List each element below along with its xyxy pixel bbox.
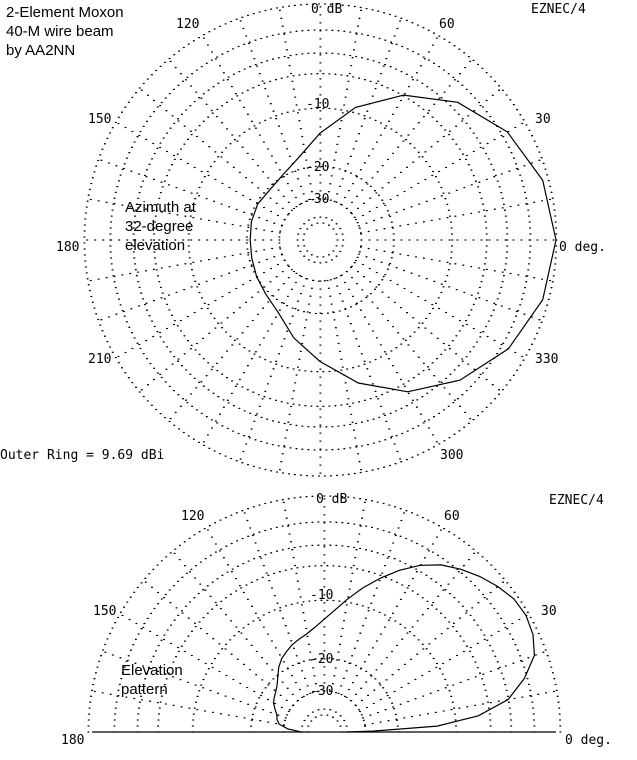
grid-spoke xyxy=(204,276,301,442)
el-angle-label-0: 0 deg. xyxy=(565,733,612,748)
grid-spoke xyxy=(141,266,289,389)
az-angle-label-300: 300 xyxy=(440,448,464,463)
az-ring-label-10: -10 xyxy=(306,97,330,112)
plot-title-line-3: by AA2NN xyxy=(6,42,76,59)
outer-ring-label: Outer Ring = 9.69 dBi xyxy=(0,448,165,463)
grid-spoke xyxy=(352,266,500,389)
grid-spoke xyxy=(341,38,438,204)
grid-spoke xyxy=(341,276,438,442)
grid-ring xyxy=(247,166,395,313)
grid-spoke xyxy=(356,124,523,220)
grid-ring xyxy=(301,709,348,732)
grid-spoke xyxy=(346,61,470,208)
el-ring-label-30: -30 xyxy=(310,684,334,699)
grid-spoke xyxy=(334,21,400,201)
az-angle-label-210: 210 xyxy=(88,352,112,367)
grid-spoke xyxy=(360,616,527,712)
el-angle-label-60: 60 xyxy=(444,509,460,524)
grid-spoke xyxy=(174,553,298,700)
az-angle-label-330: 330 xyxy=(535,352,559,367)
el-title-line-2: pattern xyxy=(121,681,168,698)
grid-spoke xyxy=(361,200,551,233)
grid-spoke xyxy=(334,279,400,459)
grid-spoke xyxy=(356,261,523,357)
grid-spoke xyxy=(320,281,321,473)
grid-spoke xyxy=(240,21,306,201)
grid-spoke xyxy=(331,502,365,691)
grid-spoke xyxy=(141,90,289,213)
el-angle-label-30: 30 xyxy=(541,604,557,619)
az-ring-label-20: -20 xyxy=(306,160,330,175)
az-title-line-1: Azimuth at xyxy=(125,199,196,216)
az-angle-label-30: 30 xyxy=(535,112,551,127)
software-label-top: EZNEC/4 xyxy=(531,2,586,17)
grid-spoke xyxy=(361,247,551,280)
grid-ring xyxy=(279,199,362,281)
az-ring-label-0db: 0 dB xyxy=(311,2,343,17)
az-angle-label-150: 150 xyxy=(88,112,112,127)
grid-ring xyxy=(307,715,342,732)
el-angle-label-120: 120 xyxy=(181,509,205,524)
az-title-line-2: 32-degree xyxy=(125,218,194,235)
grid-ring xyxy=(303,223,338,257)
grid-spoke xyxy=(350,553,474,700)
grid-spoke xyxy=(170,61,294,208)
grid-spoke xyxy=(338,513,404,693)
el-title-line-1: Elevation xyxy=(121,662,183,679)
az-title-line-3: elevation xyxy=(125,237,186,254)
az-ring-label-30: -30 xyxy=(306,192,330,207)
grid-ring xyxy=(154,74,488,407)
az-angle-label-60: 60 xyxy=(439,17,455,32)
grid-spoke xyxy=(365,692,555,725)
el-ring-label-10: -10 xyxy=(310,588,334,603)
plot-title-line-1: 2-Element Moxon xyxy=(6,4,124,21)
el-angle-label-180: 180 xyxy=(61,733,85,748)
grid-ring xyxy=(137,545,512,732)
grid-spoke xyxy=(208,530,305,696)
grid-spoke xyxy=(327,10,361,199)
grid-spoke xyxy=(356,582,504,705)
grid-spoke xyxy=(170,272,294,419)
grid-spoke xyxy=(118,261,285,357)
az-angle-label-120: 120 xyxy=(176,17,200,32)
el-ring-label-20: -20 xyxy=(310,652,334,667)
grid-ring xyxy=(188,108,452,371)
grid-spoke xyxy=(244,513,310,693)
el-angle-label-150: 150 xyxy=(93,604,117,619)
grid-spoke xyxy=(204,38,301,204)
grid-spoke xyxy=(346,272,470,419)
el-ring-label-0db: 0 dB xyxy=(316,492,348,507)
az-angle-label-0: 0 deg. xyxy=(559,240,606,255)
grid-spoke xyxy=(280,281,314,470)
azimuth-pattern-trace xyxy=(250,95,559,392)
grid-spoke xyxy=(352,90,500,213)
grid-spoke xyxy=(345,530,442,696)
plot-title-line-2: 40-M wire beam xyxy=(6,23,114,40)
az-angle-label-180: 180 xyxy=(56,240,80,255)
software-label-bottom: EZNEC/4 xyxy=(549,493,604,508)
